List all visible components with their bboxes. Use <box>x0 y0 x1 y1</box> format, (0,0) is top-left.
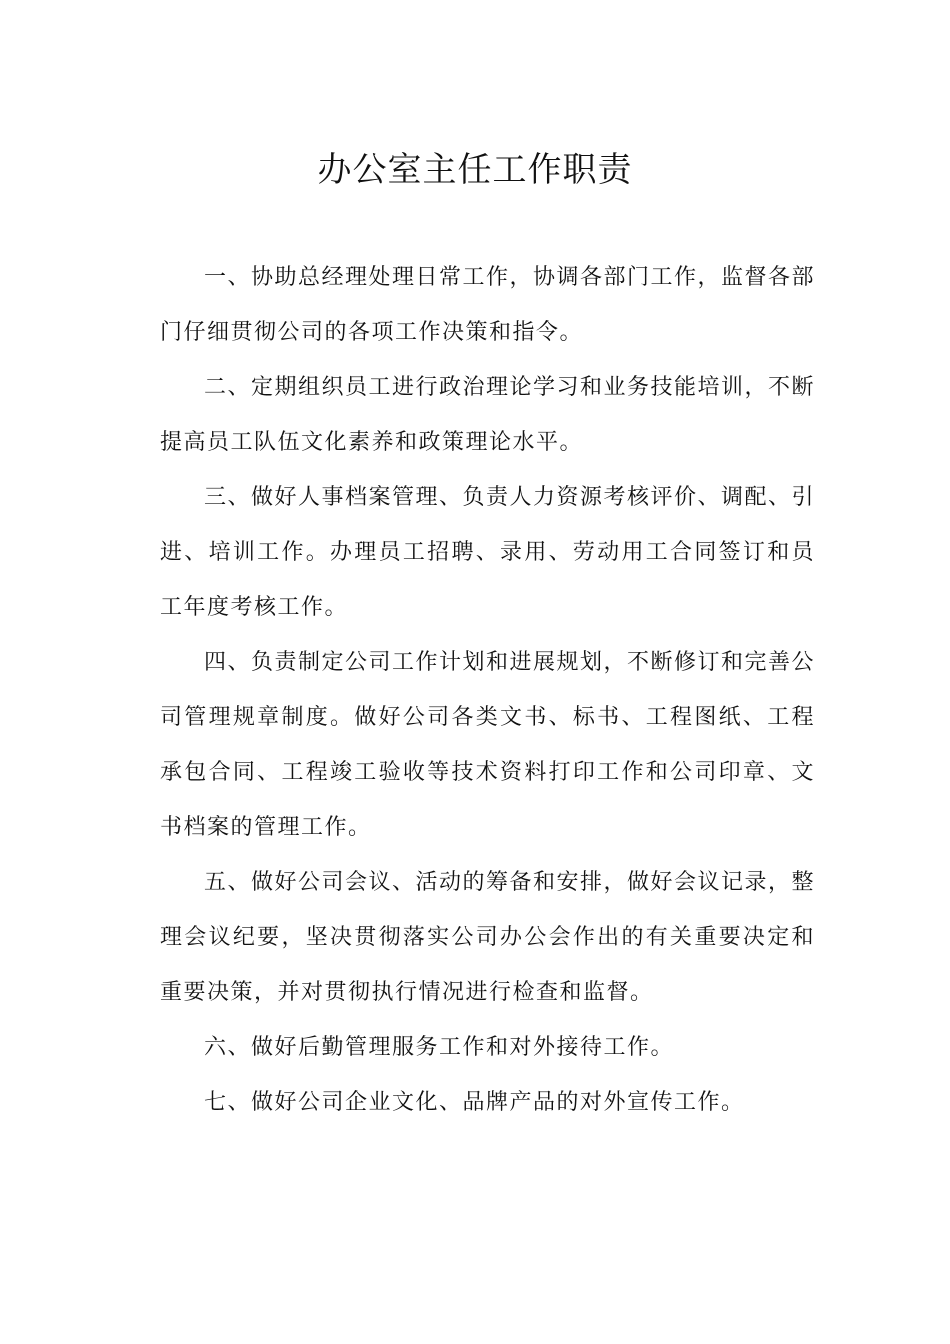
duty-paragraph-1: 一、协助总经理处理日常工作，协调各部门工作，监督各部门仔细贯彻公司的各项工作决策和指令。 <box>160 265 816 345</box>
document-body <box>160 250 815 1130</box>
duty-paragraph-3: 三、做好人事档案管理、负责人力资源考核评价、调配、引进、培训工作。办理员工招聘、录用、劳动用工合同签订和员工年度考核工作。 <box>160 485 816 620</box>
duty-paragraph-7: 七、做好公司企业文化、品牌产品的对外宣传工作。 <box>204 1090 745 1115</box>
document-title: 办公室主任工作职责 <box>317 150 633 190</box>
duty-paragraph-2: 二、定期组织员工进行政治理论学习和业务技能培训，不断提高员工队伍文化素养和政策理论水平。 <box>160 375 816 455</box>
duty-paragraph-5: 五、做好公司会议、活动的筹备和安排，做好会议记录，整理会议纪要，坚决贯彻落实公司办公会作出的有关重要决定和重要决策，并对贯彻执行情况进行检查和监督。 <box>160 870 816 1005</box>
duty-paragraph-6: 六、做好后勤管理服务工作和对外接待工作。 <box>204 1035 675 1060</box>
duty-paragraph-4: 四、负责制定公司工作计划和进展规划，不断修订和完善公司管理规章制度。做好公司各类文书、标书、工程图纸、工程承包合同、工程竣工验收等技术资料打印工作和公司印章、文书档案的管理工作。 <box>160 650 816 840</box>
